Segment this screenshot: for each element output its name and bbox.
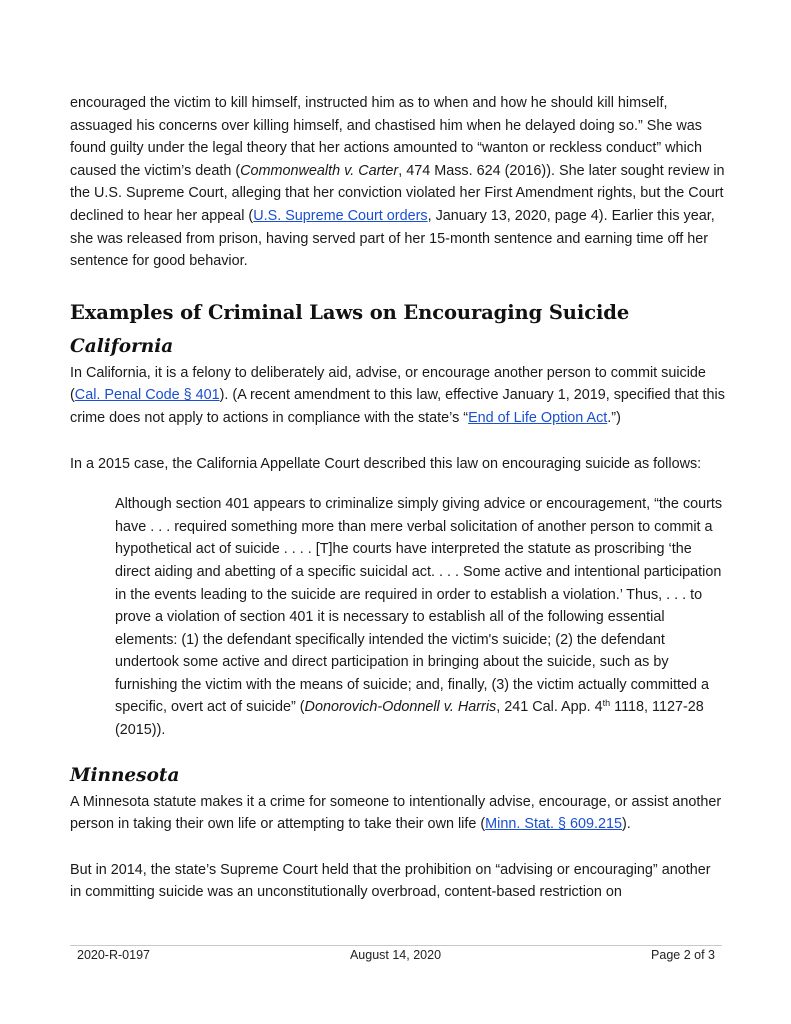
footer-page-number: Page 2 of 3 xyxy=(651,948,715,962)
end-of-life-option-act-link[interactable]: End of Life Option Act xyxy=(468,409,608,426)
quote-text-2: , 241 Cal. App. 4 xyxy=(496,699,603,716)
minnesota-text-1: A Minnesota statute makes it a crime for someone to intentionally advise, encourage, or assist another person in taking their own life or attempting to take their own life ( xyxy=(70,793,722,833)
footer-divider xyxy=(70,945,722,946)
block-quote xyxy=(115,493,723,742)
intro-text-2: , 474 Mass. 624 (2016)). She later sought review in the U.S. Supreme Court, alleging that her conviction violated her First Amendment rights, but the Court declined to hear her appeal ( xyxy=(70,162,725,224)
minn-stat-link[interactable]: Minn. Stat. § 609.215 xyxy=(485,816,622,833)
minnesota-heading: Minnesota xyxy=(70,764,180,786)
footer-doc-id: 2020-R-0197 xyxy=(77,948,150,962)
intro-paragraph xyxy=(70,92,725,273)
superscript: th xyxy=(602,698,611,709)
quote-case-citation: Donorovich-Odonnell v. Harris xyxy=(304,699,497,716)
quote-text-3: 1118, 1127-28 (2015)). xyxy=(115,699,704,739)
california-paragraph-2: In a 2015 case, the California Appellate Court described this law on encouraging suicide as follows: xyxy=(70,455,702,472)
footer-date: August 14, 2020 xyxy=(349,948,442,962)
california-heading: California xyxy=(70,335,174,357)
document-body xyxy=(70,92,725,904)
intro-text-3: , January 13, 2020, page 4). Earlier this year, she was released from prison, having served part of her 15-month sentence and earning time off her sentence for good behavior. xyxy=(70,207,715,270)
spacer xyxy=(70,836,725,859)
supreme-court-orders-link[interactable]: U.S. Supreme Court orders xyxy=(253,207,428,224)
minnesota-paragraph-2: But in 2014, the state’s Supreme Court held that the prohibition on “advising or encouraging” another in committing suicide was an unconstitutionally overbroad, content-based restriction on xyxy=(70,861,711,901)
california-text-3: .”) xyxy=(607,409,621,426)
california-paragraph-1 xyxy=(70,362,725,430)
minnesota-text-2: ). xyxy=(621,816,631,833)
california-text-1: In California, it is a felony to deliberately aid, advise, or encourage another person to commit suicide ( xyxy=(70,364,706,404)
minnesota-paragraph-1 xyxy=(70,791,725,836)
intro-text-1: encouraged the victim to kill himself, instructed him as to when and how he should kill himself, assuaged his concerns over killing himself, and chastised him when he delayed doing so.” She was found guilty under the legal theory that her actions amounted to “wanton or reckless conduct” which caused the victim’s death ( xyxy=(70,95,702,179)
spacer xyxy=(70,430,725,453)
cal-penal-code-link[interactable]: Cal. Penal Code § 401 xyxy=(74,387,220,404)
quote-text-1: Although section 401 appears to criminalize simply giving advice or encouragement, “the courts have . . . required something more than mere verbal solicitation of another person to commit a hypothetical act of suicide . . . . [T]he courts have interpreted the statute as proscribing ‘the direct aiding and abetting of a specific suicidal act. . . . Some active and intentional participation in the events leading to the suicide are required in order to establish a violation.’ Thus, . . . to prove a violation of section 401 it is necessary to establish all of the following essential elements: (1) the defendant specifically intended the victim's suicide; (2) the defendant undertook some active and direct participation in bringing about the suicide, such as by furnishing the victim with the means of suicide; and, finally, (3) the victim actually committed a specific, overt act of suicide” ( xyxy=(115,496,723,716)
section-heading: Examples of Criminal Laws on Encouraging Suicide xyxy=(70,300,630,324)
case-citation: Commonwealth v. Carter xyxy=(240,162,399,179)
california-text-2: ). (A recent amendment to this law, effective January 1, 2019, specified that this crime does not apply to actions in compliance with the state’s “ xyxy=(70,387,725,426)
